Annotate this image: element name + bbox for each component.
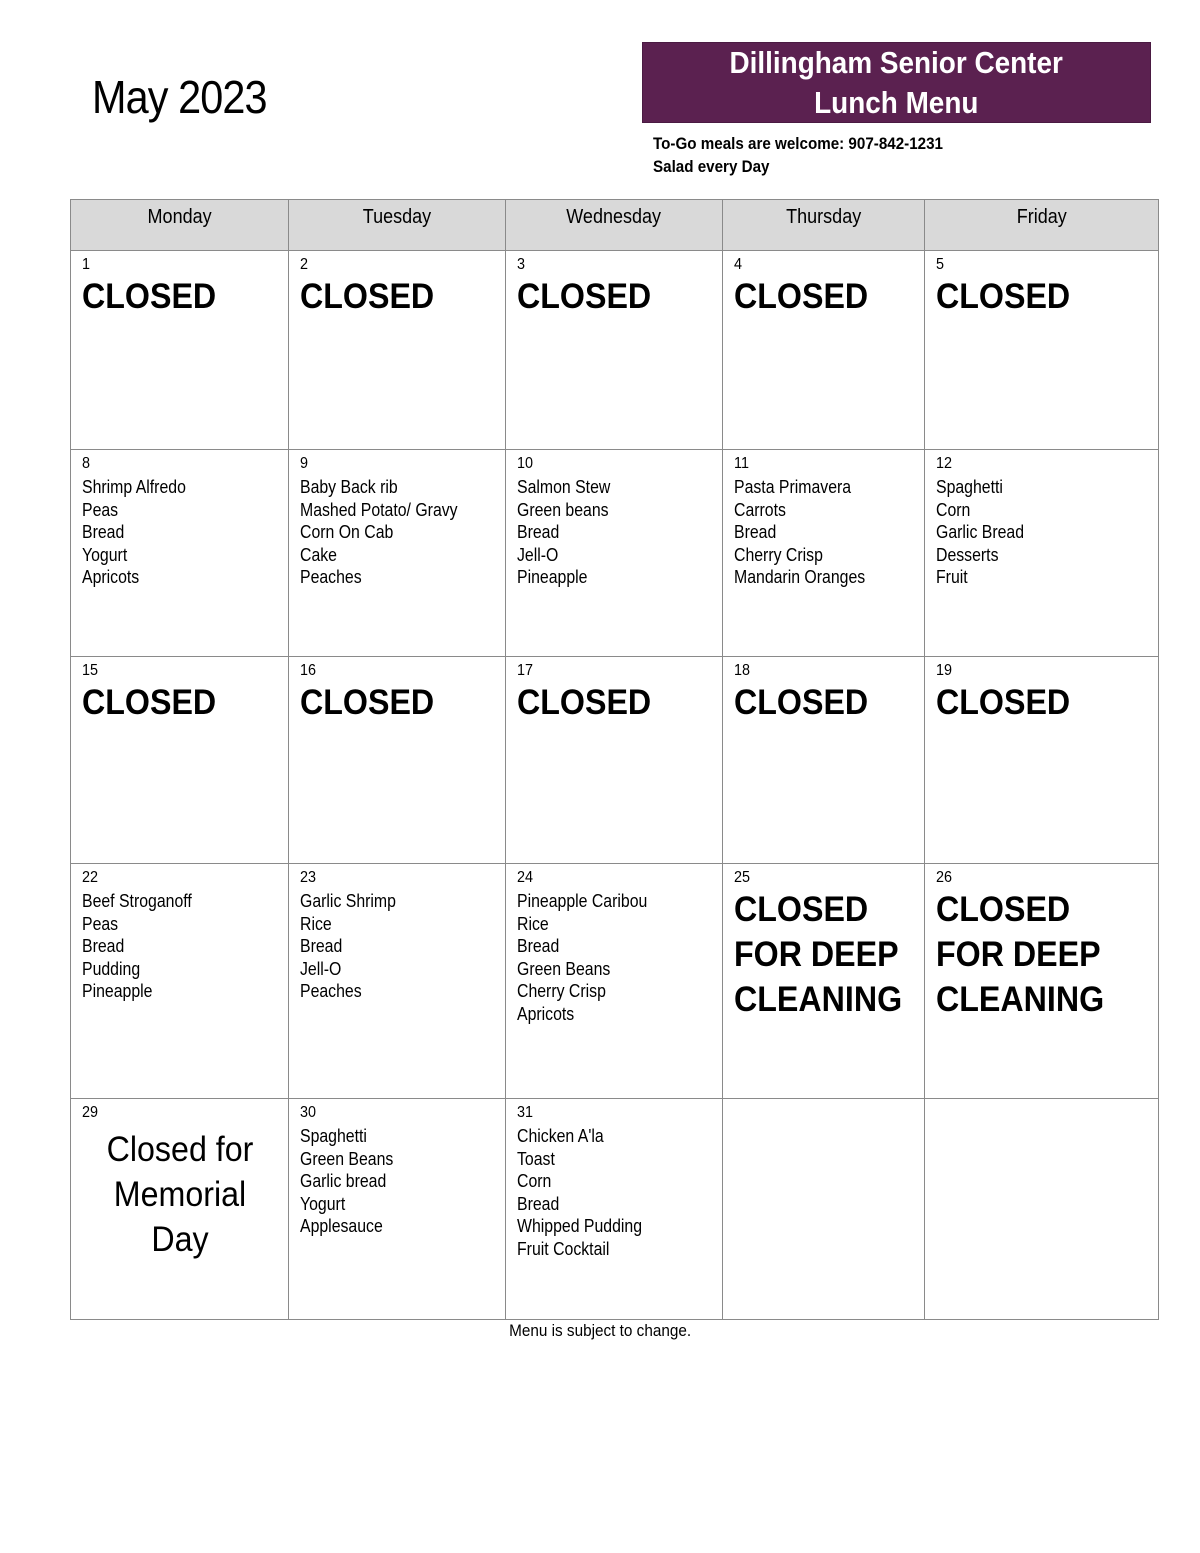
closed-label: CLOSED bbox=[936, 277, 1071, 316]
menu-item: Fruit Cocktail bbox=[517, 1238, 610, 1259]
menu-item: Pasta Primavera bbox=[734, 477, 852, 497]
closed-label: CLOSED bbox=[936, 683, 1071, 722]
closed-label: CLOSED FOR DEEP CLEANING bbox=[936, 890, 1105, 1019]
menu-item: Desserts bbox=[936, 544, 999, 565]
menu-item: Mandarin Oranges bbox=[734, 567, 866, 587]
menu-calendar bbox=[70, 199, 1159, 1320]
day-cell bbox=[71, 1099, 289, 1320]
day-number: 29 bbox=[82, 1104, 99, 1121]
menu-items bbox=[517, 476, 712, 589]
weekday-thursday: Thursday bbox=[723, 200, 925, 251]
day-cell bbox=[506, 657, 723, 864]
footer-note: Menu is subject to change. bbox=[508, 1321, 691, 1340]
menu-item: Applesauce bbox=[300, 1216, 383, 1236]
day-number: 19 bbox=[936, 662, 953, 679]
menu-item: Bread bbox=[517, 936, 560, 956]
day-number: 10 bbox=[517, 455, 534, 472]
day-number: 30 bbox=[300, 1104, 317, 1121]
menu-item: Corn bbox=[936, 499, 971, 520]
menu-item: Mashed Potato/ Gravy bbox=[300, 499, 458, 520]
menu-item: Peas bbox=[82, 913, 119, 934]
day-cell bbox=[289, 657, 506, 864]
day-number: 15 bbox=[82, 662, 99, 679]
menu-item: Peas bbox=[82, 499, 119, 520]
menu-item: Baby Back rib bbox=[300, 477, 398, 497]
menu-item: Carrots bbox=[734, 499, 786, 520]
closed-label: CLOSED bbox=[300, 683, 435, 722]
menu-item: Bread bbox=[517, 1193, 560, 1214]
menu-item: Peaches bbox=[300, 567, 362, 587]
day-cell bbox=[925, 864, 1159, 1099]
day-number: 2 bbox=[300, 256, 309, 273]
day-number: 17 bbox=[517, 662, 534, 679]
day-cell bbox=[71, 657, 289, 864]
day-cell bbox=[71, 864, 289, 1099]
weekday-header-row bbox=[71, 200, 1159, 251]
day-cell bbox=[723, 864, 925, 1099]
day-number: 11 bbox=[734, 455, 749, 472]
menu-item: Shrimp Alfredo bbox=[82, 477, 186, 497]
day-cell bbox=[289, 251, 506, 450]
menu-item: Corn On Cab bbox=[300, 522, 394, 542]
day-cell bbox=[723, 450, 925, 657]
menu-item: Spaghetti bbox=[300, 1126, 367, 1146]
menu-item: Cherry Crisp bbox=[517, 981, 606, 1001]
day-number: 8 bbox=[82, 455, 91, 472]
menu-items bbox=[734, 476, 914, 589]
closed-label: CLOSED bbox=[82, 683, 217, 722]
weekday-monday: Monday bbox=[71, 200, 289, 251]
center-banner bbox=[642, 42, 1151, 123]
menu-item: Corn bbox=[517, 1171, 552, 1191]
menu-item: Garlic Bread bbox=[936, 522, 1025, 542]
weekday-wednesday: Wednesday bbox=[506, 200, 723, 251]
day-number: 24 bbox=[517, 869, 534, 886]
menu-item: Pudding bbox=[82, 958, 141, 979]
day-number: 25 bbox=[734, 869, 751, 886]
day-cell bbox=[925, 450, 1159, 657]
day-number: 18 bbox=[734, 662, 751, 679]
week-row bbox=[71, 450, 1159, 657]
closed-label: CLOSED bbox=[300, 277, 435, 316]
menu-item: Spaghetti bbox=[936, 477, 1003, 497]
closed-label: CLOSED FOR DEEP CLEANING bbox=[734, 890, 903, 1019]
menu-items bbox=[300, 476, 495, 589]
day-number: 3 bbox=[517, 256, 526, 273]
closed-label: CLOSED bbox=[517, 277, 652, 316]
day-number: 22 bbox=[82, 869, 99, 886]
menu-item: Bread bbox=[734, 522, 777, 542]
day-number: 12 bbox=[936, 455, 953, 472]
menu-item: Fruit bbox=[936, 567, 968, 587]
day-cell bbox=[506, 251, 723, 450]
closed-label: CLOSED bbox=[734, 683, 869, 722]
menu-item: Bread bbox=[82, 936, 125, 956]
menu-items bbox=[82, 476, 278, 589]
day-number: 23 bbox=[300, 869, 317, 886]
menu-item: Bread bbox=[300, 936, 343, 956]
menu-item: Yogurt bbox=[300, 1193, 346, 1214]
menu-item: Green Beans bbox=[517, 958, 611, 979]
menu-item: Pineapple bbox=[517, 567, 588, 587]
menu-item: Pineapple Caribou bbox=[517, 891, 648, 911]
info-block bbox=[653, 133, 968, 178]
day-cell bbox=[506, 1099, 723, 1320]
weekday-tuesday: Tuesday bbox=[289, 200, 506, 251]
menu-item: Toast bbox=[517, 1148, 555, 1169]
menu-item: Bread bbox=[82, 522, 125, 542]
day-cell bbox=[925, 1099, 1159, 1320]
menu-item: Yogurt bbox=[82, 544, 128, 565]
menu-item: Cake bbox=[300, 544, 337, 565]
week-row bbox=[71, 864, 1159, 1099]
menu-item: Salmon Stew bbox=[517, 477, 611, 497]
day-cell bbox=[723, 657, 925, 864]
menu-item: Pineapple bbox=[82, 981, 153, 1001]
day-cell bbox=[71, 450, 289, 657]
menu-items bbox=[300, 1125, 495, 1238]
menu-item: Bread bbox=[517, 522, 560, 542]
menu-item: Garlic bread bbox=[300, 1171, 387, 1191]
menu-item: Jell-O bbox=[517, 544, 559, 565]
holiday-label: Closed for Memorial Day bbox=[106, 1130, 254, 1259]
day-cell bbox=[289, 450, 506, 657]
menu-item: Apricots bbox=[517, 1003, 575, 1024]
day-number: 5 bbox=[936, 256, 945, 273]
day-cell bbox=[506, 864, 723, 1099]
day-cell bbox=[723, 1099, 925, 1320]
week-row bbox=[71, 657, 1159, 864]
banner-menu-label: Lunch Menu bbox=[814, 84, 979, 120]
day-number: 9 bbox=[300, 455, 309, 472]
menu-item: Garlic Shrimp bbox=[300, 891, 396, 911]
menu-items bbox=[517, 890, 712, 1025]
menu-item: Green Beans bbox=[300, 1148, 394, 1169]
menu-item: Rice bbox=[517, 913, 549, 934]
menu-item: Rice bbox=[300, 913, 332, 934]
day-cell bbox=[71, 251, 289, 450]
day-number: 26 bbox=[936, 869, 953, 886]
menu-item: Jell-O bbox=[300, 958, 342, 979]
day-cell bbox=[723, 251, 925, 450]
month-title: May 2023 bbox=[92, 71, 267, 123]
menu-items bbox=[300, 890, 495, 1003]
closed-label: CLOSED bbox=[82, 277, 217, 316]
day-number: 4 bbox=[734, 256, 743, 273]
menu-item: Cherry Crisp bbox=[734, 544, 823, 565]
menu-items bbox=[82, 890, 278, 1003]
menu-item: Peaches bbox=[300, 981, 362, 1001]
menu-item: Chicken A'la bbox=[517, 1126, 604, 1146]
menu-items bbox=[936, 476, 1148, 589]
closed-label: CLOSED bbox=[734, 277, 869, 316]
day-cell bbox=[289, 864, 506, 1099]
togo-note: To-Go meals are welcome: 907-842-1231 bbox=[653, 135, 943, 153]
day-number: 31 bbox=[517, 1104, 534, 1121]
banner-center-name: Dillingham Senior Center bbox=[729, 44, 1064, 80]
menu-item: Green beans bbox=[517, 499, 609, 520]
salad-note: Salad every Day bbox=[653, 157, 770, 176]
weekday-friday: Friday bbox=[925, 200, 1159, 251]
day-cell bbox=[506, 450, 723, 657]
menu-items bbox=[517, 1125, 712, 1260]
menu-item: Beef Stroganoff bbox=[82, 891, 192, 911]
day-cell bbox=[289, 1099, 506, 1320]
week-row bbox=[71, 1099, 1159, 1320]
menu-item: Apricots bbox=[82, 567, 140, 587]
day-number: 1 bbox=[82, 256, 91, 273]
closed-label: CLOSED bbox=[517, 683, 652, 722]
day-cell bbox=[925, 657, 1159, 864]
menu-item: Whipped Pudding bbox=[517, 1216, 643, 1236]
day-number: 16 bbox=[300, 662, 317, 679]
week-row bbox=[71, 251, 1159, 450]
day-cell bbox=[925, 251, 1159, 450]
